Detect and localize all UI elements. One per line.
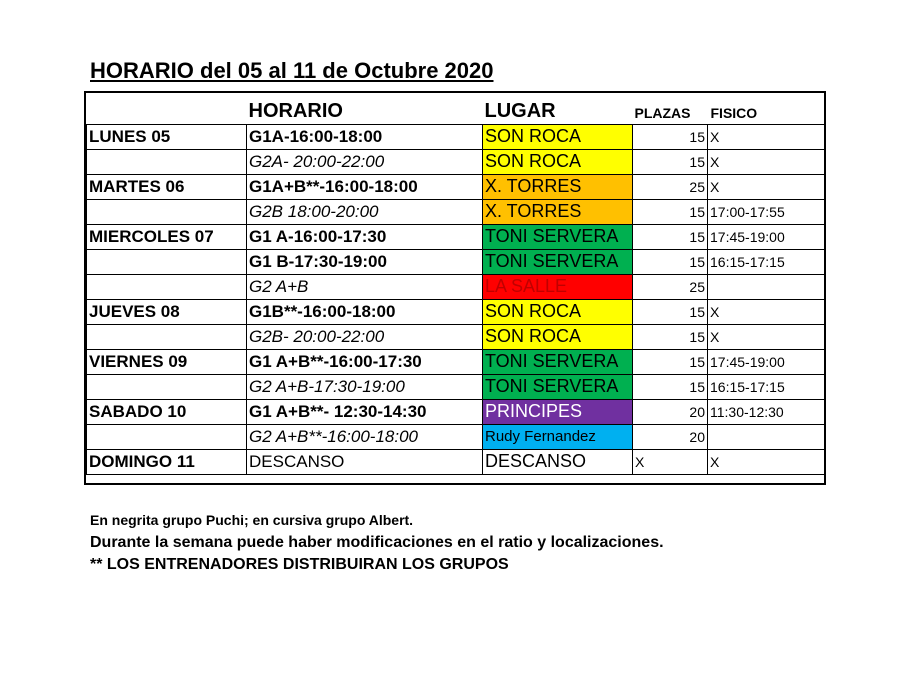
lugar-cell: PRINCIPES (483, 399, 633, 424)
fisico-cell: X (708, 124, 825, 149)
table-row (87, 324, 825, 349)
day-cell (87, 374, 247, 399)
table-row (87, 199, 825, 224)
table-row (87, 299, 825, 324)
fisico-cell: X (708, 324, 825, 349)
horario-cell: G2B 18:00-20:00 (247, 199, 483, 224)
note-legend: En negrita grupo Puchi; en cursiva grupo Albert. (90, 512, 414, 528)
plazas-cell: 25 (633, 274, 708, 299)
horario-cell: G2A- 20:00-22:00 (247, 149, 483, 174)
fisico-cell: X (708, 299, 825, 324)
schedule-table (84, 91, 826, 485)
horario-cell: G2B- 20:00-22:00 (247, 324, 483, 349)
lugar-cell: SON ROCA (483, 149, 633, 174)
plazas-cell: 20 (633, 424, 708, 449)
lugar-cell: SON ROCA (483, 299, 633, 324)
plazas-cell: 15 (633, 199, 708, 224)
table-row (87, 249, 825, 274)
day-cell (87, 249, 247, 274)
lugar-cell: SON ROCA (483, 324, 633, 349)
horario-cell: G1 B-17:30-19:00 (247, 249, 483, 274)
day-cell: VIERNES 09 (87, 349, 247, 374)
note-modifications: Durante la semana puede haber modificaciones en el ratio y localizaciones. (90, 534, 664, 551)
fisico-cell (708, 424, 825, 449)
table-row (87, 149, 825, 174)
fisico-cell: 17:45-19:00 (708, 349, 825, 374)
table-row (87, 399, 825, 424)
horario-cell: G1 A-16:00-17:30 (247, 224, 483, 249)
day-cell: JUEVES 08 (87, 299, 247, 324)
plazas-cell: 15 (633, 249, 708, 274)
horario-cell: G2 A+B**-16:00-18:00 (247, 424, 483, 449)
horario-cell: G1A-16:00-18:00 (247, 124, 483, 149)
horario-cell: G1 A+B**-16:00-17:30 (247, 349, 483, 374)
header-day (87, 93, 247, 124)
day-cell (87, 424, 247, 449)
fisico-cell: 16:15-17:15 (708, 374, 825, 399)
fisico-cell: X (708, 149, 825, 174)
plazas-cell: 15 (633, 374, 708, 399)
horario-cell: G1A+B**-16:00-18:00 (247, 174, 483, 199)
day-cell: MARTES 06 (87, 174, 247, 199)
header-fisico: FISICO (710, 104, 758, 121)
day-cell: DOMINGO 11 (87, 449, 247, 474)
page-title: HORARIO del 05 al 11 de Octubre 2020 (90, 58, 494, 83)
lugar-cell: Rudy Fernandez (483, 424, 633, 449)
horario-cell: G1B**-16:00-18:00 (247, 299, 483, 324)
fisico-cell: X (708, 449, 825, 474)
horario-cell: G1 A+B**- 12:30-14:30 (247, 399, 483, 424)
horario-cell: DESCANSO (247, 449, 483, 474)
table-row (87, 124, 825, 149)
plazas-cell: 15 (633, 224, 708, 249)
day-cell: MIERCOLES 07 (87, 224, 247, 249)
table-row (87, 424, 825, 449)
day-cell (87, 274, 247, 299)
plazas-cell: 25 (633, 174, 708, 199)
header-lugar: LUGAR (484, 99, 556, 122)
note-coaches: ** LOS ENTRENADORES DISTRIBUIRAN LOS GRUPOS (90, 556, 509, 573)
plazas-cell: 20 (633, 399, 708, 424)
lugar-cell: DESCANSO (483, 449, 633, 474)
lugar-cell: SON ROCA (483, 124, 633, 149)
horario-cell: G2 A+B (247, 274, 483, 299)
day-cell: SABADO 10 (87, 399, 247, 424)
day-cell (87, 324, 247, 349)
lugar-cell: LA SALLE (483, 274, 633, 299)
fisico-cell: 17:00-17:55 (708, 199, 825, 224)
notes (90, 512, 664, 574)
day-cell (87, 199, 247, 224)
header-plazas: PLAZAS (634, 104, 691, 121)
plazas-cell: 15 (633, 349, 708, 374)
table-row (87, 349, 825, 374)
lugar-cell: X. TORRES (483, 174, 633, 199)
plazas-cell: X (633, 449, 708, 474)
table-row (87, 374, 825, 399)
day-cell (87, 149, 247, 174)
table-header-row (87, 93, 825, 124)
lugar-cell: TONI SERVERA (483, 249, 633, 274)
day-cell: LUNES 05 (87, 124, 247, 149)
table-row (87, 449, 825, 474)
table-row (87, 224, 825, 249)
table-row (87, 174, 825, 199)
table-row (87, 274, 825, 299)
plazas-cell: 15 (633, 299, 708, 324)
fisico-cell: 17:45-19:00 (708, 224, 825, 249)
fisico-cell (708, 274, 825, 299)
fisico-cell: 11:30-12:30 (708, 399, 825, 424)
header-horario: HORARIO (248, 99, 343, 122)
fisico-cell: 16:15-17:15 (708, 249, 825, 274)
horario-cell: G2 A+B-17:30-19:00 (247, 374, 483, 399)
plazas-cell: 15 (633, 324, 708, 349)
lugar-cell: TONI SERVERA (483, 374, 633, 399)
fisico-cell: X (708, 174, 825, 199)
plazas-cell: 15 (633, 149, 708, 174)
plazas-cell: 15 (633, 124, 708, 149)
lugar-cell: TONI SERVERA (483, 224, 633, 249)
lugar-cell: TONI SERVERA (483, 349, 633, 374)
lugar-cell: X. TORRES (483, 199, 633, 224)
